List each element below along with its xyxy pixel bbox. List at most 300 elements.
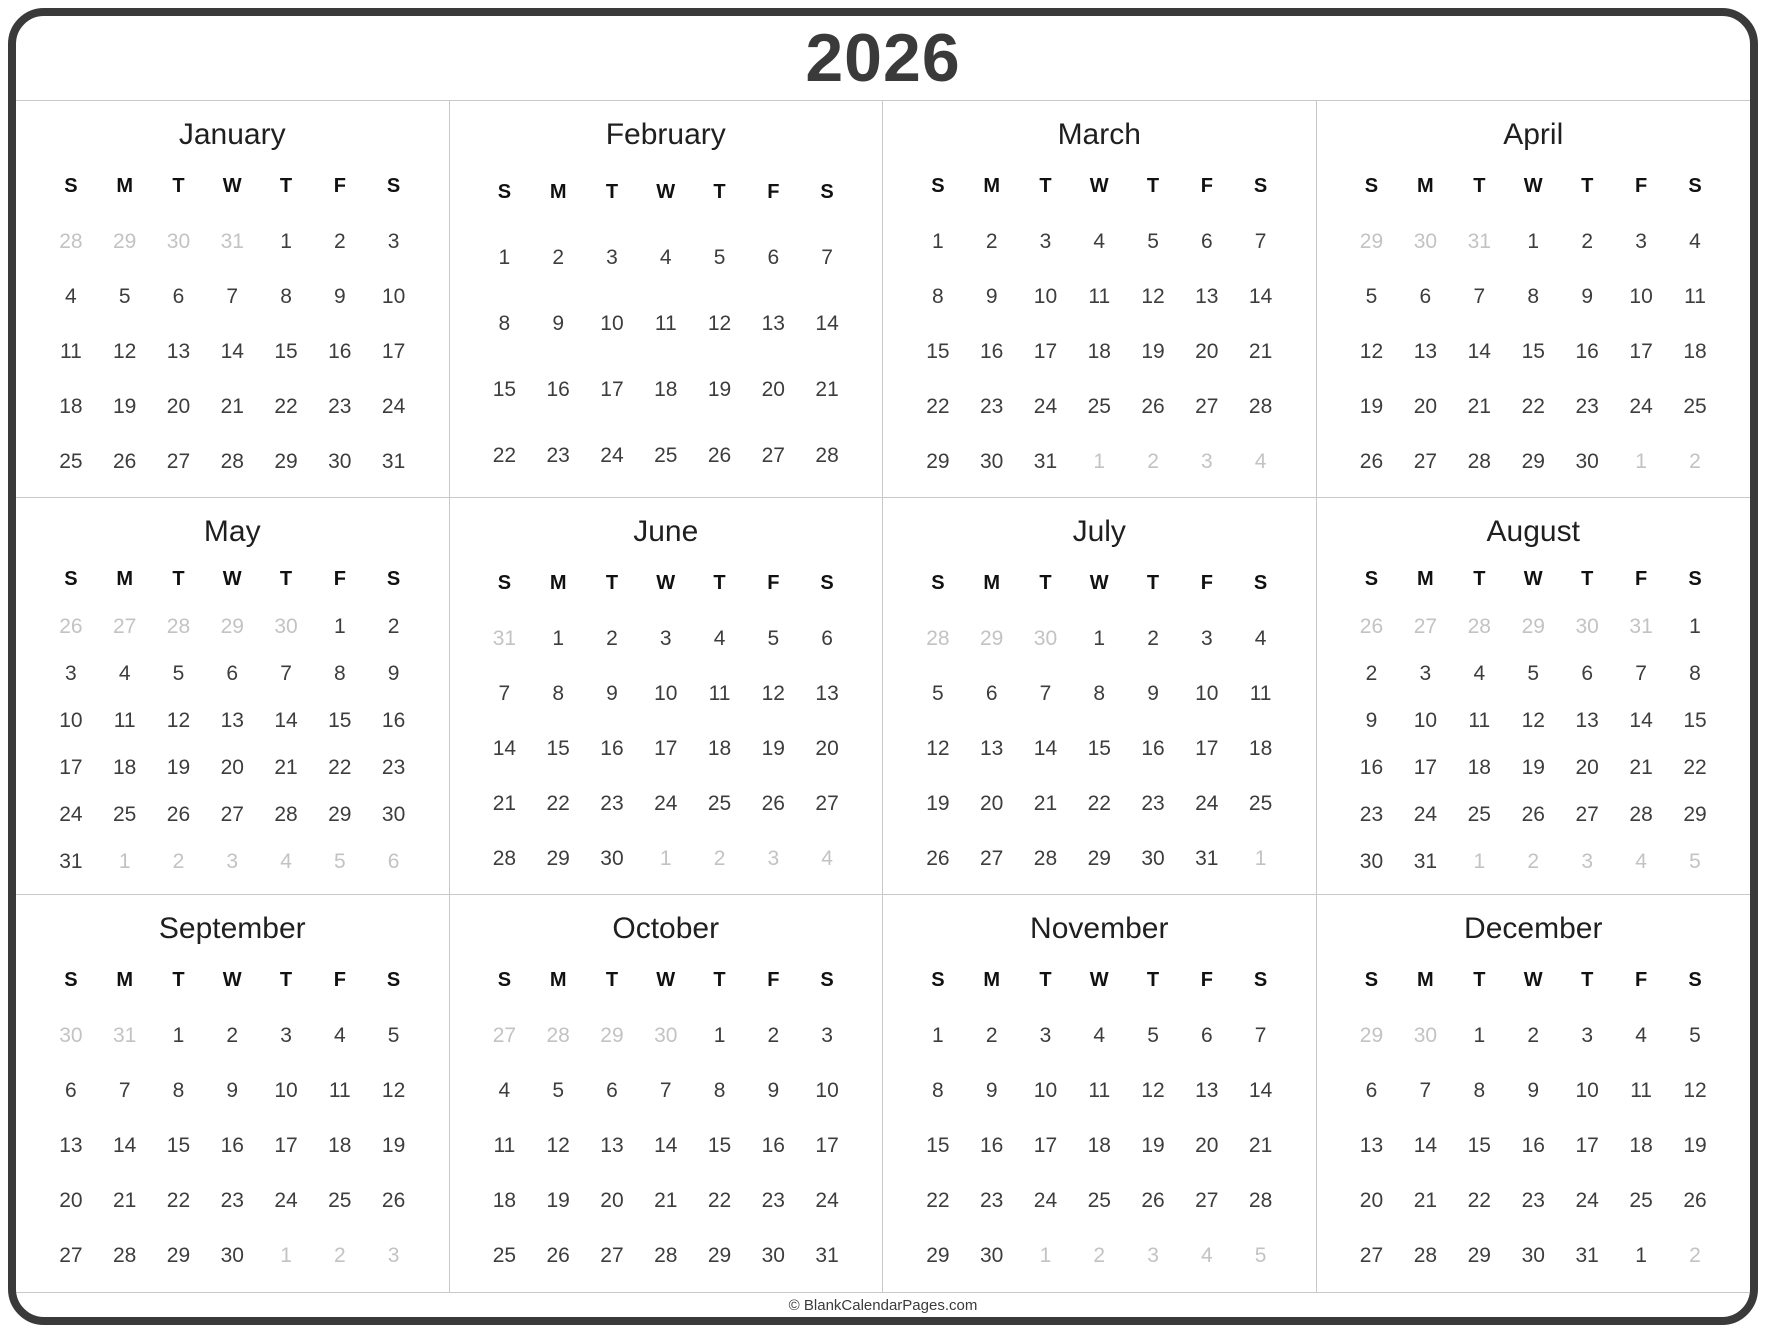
day-cell: 20 <box>979 791 1004 815</box>
day-cell: 27 <box>600 1244 624 1268</box>
day-cell: 2 <box>606 626 618 650</box>
day-cell: 29 <box>166 1244 191 1268</box>
day-cell: 12 <box>166 708 191 732</box>
month-december <box>1317 895 1751 1292</box>
month-days-grid <box>44 953 421 1284</box>
day-cell: 11 <box>493 1134 516 1158</box>
day-cell: 11 <box>1684 284 1706 308</box>
day-cell: 7 <box>1635 661 1647 685</box>
day-cell: 18 <box>1087 339 1111 363</box>
day-header: T <box>713 572 726 594</box>
day-cell: 8 <box>1689 661 1701 685</box>
day-cell: 23 <box>1575 394 1599 418</box>
adjacent-month-day: 29 <box>1521 614 1545 638</box>
day-header: W <box>1523 568 1543 591</box>
day-header: S <box>497 572 512 594</box>
day-cell: 21 <box>1248 339 1273 363</box>
day-cell: 23 <box>761 1189 785 1213</box>
day-cell: 31 <box>1195 846 1219 870</box>
adjacent-month-day: 28 <box>166 614 191 638</box>
adjacent-month-day: 5 <box>1254 1244 1267 1268</box>
adjacent-month-day: 30 <box>1575 614 1599 638</box>
day-cell: 24 <box>815 1189 839 1213</box>
day-cell: 28 <box>274 803 298 827</box>
day-header: M <box>549 180 567 203</box>
day-cell: 7 <box>1039 681 1052 705</box>
day-cell: 8 <box>280 284 292 308</box>
day-header: T <box>279 175 293 197</box>
day-header: S <box>1688 175 1702 197</box>
day-cell: 27 <box>815 791 839 815</box>
month-days-grid <box>478 953 855 1284</box>
day-header: S <box>1253 175 1268 197</box>
day-cell: 2 <box>985 1023 998 1047</box>
day-header: F <box>1200 175 1213 197</box>
day-cell: 7 <box>498 681 511 705</box>
month-title: October <box>612 912 720 945</box>
day-cell: 14 <box>220 339 244 363</box>
day-cell: 29 <box>1087 846 1111 870</box>
day-cell: 28 <box>1248 1189 1273 1213</box>
day-cell: 19 <box>1359 394 1384 418</box>
day-header: S <box>820 969 834 992</box>
day-header: T <box>1039 572 1052 594</box>
day-cell: 10 <box>1413 708 1438 732</box>
day-cell: 6 <box>606 1078 618 1102</box>
day-cell: 27 <box>59 1244 83 1268</box>
day-cell: 9 <box>1365 708 1378 732</box>
day-header: S <box>1364 175 1379 197</box>
day-cell: 17 <box>1413 756 1438 780</box>
month-days-grid <box>911 159 1288 489</box>
day-cell: 24 <box>1195 791 1219 815</box>
day-cell: 11 <box>1249 681 1272 705</box>
day-cell: 30 <box>328 449 352 473</box>
day-cell: 1 <box>333 614 346 638</box>
day-cell: 8 <box>552 681 565 705</box>
day-cell: 22 <box>926 1189 950 1213</box>
day-header: T <box>1473 969 1486 992</box>
day-cell: 8 <box>932 284 944 308</box>
day-header: W <box>1523 969 1543 992</box>
month-title: February <box>605 118 726 151</box>
day-header: F <box>1634 568 1648 591</box>
day-header: W <box>222 175 242 197</box>
day-header: S <box>64 969 78 992</box>
day-cell: 13 <box>815 681 839 705</box>
day-cell: 21 <box>274 756 298 780</box>
day-cell: 5 <box>1527 661 1540 685</box>
day-header: T <box>1473 568 1486 591</box>
month-may <box>16 498 450 895</box>
day-header: M <box>1417 568 1434 591</box>
adjacent-month-day: 27 <box>492 1023 517 1047</box>
day-header: S <box>386 568 401 591</box>
day-cell: 20 <box>761 378 785 401</box>
day-cell: 24 <box>1575 1189 1599 1213</box>
day-cell: 10 <box>381 284 406 308</box>
day-cell: 17 <box>600 378 624 401</box>
day-cell: 21 <box>220 394 244 418</box>
day-cell: 12 <box>112 339 137 363</box>
day-cell: 27 <box>166 449 191 473</box>
day-cell: 24 <box>1033 1189 1058 1213</box>
day-cell: 14 <box>1248 1078 1273 1102</box>
month-title: January <box>178 118 286 151</box>
adjacent-month-day: 27 <box>112 614 137 638</box>
day-cell: 10 <box>1575 1078 1599 1102</box>
day-cell: 7 <box>226 284 239 308</box>
day-header: S <box>64 568 78 591</box>
day-cell: 11 <box>1088 1078 1111 1102</box>
day-cell: 24 <box>1629 394 1653 418</box>
adjacent-month-day: 1 <box>659 846 672 870</box>
adjacent-month-day: 3 <box>226 850 239 874</box>
day-cell: 4 <box>659 246 672 269</box>
day-cell: 28 <box>1033 846 1058 870</box>
day-header: S <box>931 175 945 197</box>
day-cell: 10 <box>274 1078 298 1102</box>
day-cell: 9 <box>387 661 400 685</box>
day-cell: 1 <box>1635 1244 1647 1268</box>
day-cell: 23 <box>546 444 570 467</box>
day-header: T <box>1146 572 1160 594</box>
day-cell: 16 <box>600 736 624 760</box>
adjacent-month-day: 29 <box>600 1023 624 1047</box>
day-cell: 13 <box>59 1134 83 1158</box>
day-header: S <box>497 180 512 203</box>
day-cell: 16 <box>328 339 352 363</box>
day-header: S <box>1253 572 1268 594</box>
day-cell: 26 <box>381 1189 406 1213</box>
month-april <box>1317 101 1751 498</box>
adjacent-month-day: 31 <box>1467 229 1491 253</box>
month-march <box>883 101 1317 498</box>
day-cell: 29 <box>926 1244 950 1268</box>
day-header: M <box>549 572 567 594</box>
day-cell: 19 <box>926 791 950 815</box>
adjacent-month-day: 28 <box>59 229 83 253</box>
day-cell: 20 <box>1413 394 1438 418</box>
day-header: F <box>1200 572 1213 594</box>
day-cell: 28 <box>220 449 244 473</box>
day-cell: 8 <box>713 1078 726 1102</box>
day-cell: 13 <box>979 736 1004 760</box>
day-cell: 9 <box>552 312 565 335</box>
day-cell: 29 <box>1521 449 1545 473</box>
day-cell: 23 <box>1141 791 1165 815</box>
day-cell: 15 <box>274 339 298 363</box>
day-cell: 4 <box>1689 229 1701 253</box>
day-cell: 26 <box>1141 394 1165 418</box>
day-cell: 18 <box>654 378 678 401</box>
day-cell: 25 <box>1629 1189 1653 1213</box>
day-cell: 4 <box>1254 626 1267 650</box>
day-cell: 30 <box>1521 1244 1545 1268</box>
day-cell: 15 <box>1087 736 1111 760</box>
day-cell: 12 <box>1141 284 1165 308</box>
day-cell: 16 <box>546 378 570 401</box>
day-header: W <box>656 969 676 992</box>
day-cell: 23 <box>381 756 406 780</box>
day-cell: 8 <box>1093 681 1106 705</box>
day-cell: 6 <box>65 1078 77 1102</box>
adjacent-month-day: 1 <box>1635 449 1647 473</box>
day-cell: 13 <box>1195 284 1219 308</box>
day-cell: 6 <box>821 626 833 650</box>
day-header: S <box>820 572 834 594</box>
day-cell: 28 <box>1248 394 1273 418</box>
day-cell: 9 <box>1581 284 1594 308</box>
day-cell: 3 <box>1635 229 1647 253</box>
day-cell: 8 <box>932 1078 944 1102</box>
day-cell: 30 <box>1575 449 1599 473</box>
day-cell: 29 <box>274 449 298 473</box>
day-cell: 9 <box>767 1078 780 1102</box>
day-cell: 27 <box>1195 394 1219 418</box>
month-september <box>16 895 450 1292</box>
day-cell: 5 <box>118 284 131 308</box>
day-cell: 25 <box>1087 394 1111 418</box>
day-cell: 27 <box>1413 449 1438 473</box>
day-cell: 19 <box>1141 339 1165 363</box>
day-cell: 10 <box>1629 284 1653 308</box>
day-header: F <box>333 175 346 197</box>
day-cell: 20 <box>1575 756 1599 780</box>
adjacent-month-day: 29 <box>1359 1023 1384 1047</box>
adjacent-month-day: 31 <box>492 626 517 650</box>
day-header: M <box>1417 969 1434 992</box>
day-cell: 12 <box>546 1134 570 1158</box>
day-cell: 2 <box>1527 1023 1540 1047</box>
day-cell: 1 <box>498 246 511 269</box>
day-cell: 27 <box>761 444 785 467</box>
day-header: T <box>172 969 185 992</box>
day-cell: 23 <box>328 394 352 418</box>
day-header: W <box>222 568 242 591</box>
day-cell: 22 <box>492 444 517 467</box>
adjacent-month-day: 28 <box>926 626 950 650</box>
day-cell: 12 <box>926 736 950 760</box>
day-cell: 26 <box>166 803 191 827</box>
day-cell: 3 <box>1419 661 1432 685</box>
day-header: W <box>1089 175 1109 197</box>
day-cell: 20 <box>815 736 839 760</box>
day-cell: 16 <box>1359 756 1384 780</box>
day-cell: 2 <box>1365 661 1378 685</box>
adjacent-month-day: 2 <box>1527 850 1540 874</box>
adjacent-month-day: 2 <box>333 1244 346 1268</box>
day-header: F <box>1200 969 1213 992</box>
day-cell: 17 <box>815 1134 839 1158</box>
day-cell: 13 <box>1413 339 1438 363</box>
adjacent-month-day: 2 <box>1689 1244 1701 1268</box>
month-july <box>883 498 1317 895</box>
month-days-grid <box>911 556 1288 886</box>
day-cell: 16 <box>979 1134 1004 1158</box>
day-cell: 17 <box>1033 1134 1058 1158</box>
day-cell: 5 <box>932 681 944 705</box>
day-cell: 14 <box>112 1134 137 1158</box>
day-cell: 23 <box>220 1189 244 1213</box>
day-header: F <box>767 969 780 992</box>
day-cell: 10 <box>1033 1078 1058 1102</box>
day-cell: 14 <box>1413 1134 1438 1158</box>
day-header: S <box>1688 568 1702 591</box>
month-title: May <box>203 515 261 548</box>
day-cell: 8 <box>1527 284 1540 308</box>
day-cell: 29 <box>1683 803 1707 827</box>
day-header: M <box>549 969 567 992</box>
day-header: W <box>1089 572 1109 594</box>
month-title: April <box>1503 118 1564 151</box>
day-cell: 13 <box>761 312 785 335</box>
day-cell: 3 <box>821 1023 833 1047</box>
day-cell: 31 <box>1575 1244 1599 1268</box>
day-cell: 16 <box>381 708 406 732</box>
day-cell: 17 <box>654 736 678 760</box>
day-cell: 16 <box>220 1134 244 1158</box>
day-cell: 22 <box>926 394 950 418</box>
day-cell: 1 <box>932 229 944 253</box>
day-cell: 13 <box>1359 1134 1384 1158</box>
adjacent-month-day: 28 <box>546 1023 570 1047</box>
day-cell: 12 <box>1359 339 1384 363</box>
month-title: December <box>1464 912 1603 945</box>
day-cell: 21 <box>654 1189 678 1213</box>
day-cell: 24 <box>1033 394 1058 418</box>
day-cell: 21 <box>815 378 839 401</box>
adjacent-month-day: 29 <box>1359 229 1384 253</box>
day-cell: 21 <box>1467 394 1491 418</box>
day-cell: 8 <box>1473 1078 1486 1102</box>
day-cell: 27 <box>220 803 244 827</box>
day-cell: 18 <box>1467 756 1491 780</box>
day-cell: 5 <box>767 626 780 650</box>
day-header: W <box>1089 969 1109 992</box>
day-cell: 5 <box>387 1023 400 1047</box>
day-cell: 14 <box>1629 708 1653 732</box>
day-cell: 5 <box>713 246 726 269</box>
day-cell: 2 <box>1147 626 1159 650</box>
day-cell: 19 <box>1683 1134 1707 1158</box>
day-cell: 5 <box>1147 229 1159 253</box>
month-february <box>450 101 884 498</box>
adjacent-month-day: 29 <box>979 626 1004 650</box>
day-header: M <box>983 175 1000 197</box>
day-cell: 7 <box>659 1078 672 1102</box>
adjacent-month-day: 2 <box>1093 1244 1106 1268</box>
day-cell: 21 <box>1248 1134 1273 1158</box>
day-cell: 4 <box>1093 1023 1106 1047</box>
day-cell: 28 <box>112 1244 137 1268</box>
adjacent-month-day: 31 <box>1629 614 1653 638</box>
day-cell: 22 <box>707 1189 732 1213</box>
day-cell: 4 <box>713 626 726 650</box>
month-days-grid <box>44 556 421 886</box>
day-cell: 3 <box>387 229 400 253</box>
day-cell: 25 <box>112 803 137 827</box>
day-cell: 6 <box>226 661 239 685</box>
day-cell: 26 <box>1683 1189 1707 1213</box>
month-title: March <box>1057 118 1141 151</box>
day-cell: 31 <box>1033 449 1058 473</box>
day-header: W <box>1523 175 1543 197</box>
day-cell: 22 <box>274 394 298 418</box>
day-cell: 26 <box>926 846 950 870</box>
day-cell: 21 <box>112 1189 137 1213</box>
day-cell: 15 <box>546 736 570 760</box>
adjacent-month-day: 30 <box>166 229 191 253</box>
day-cell: 28 <box>1467 449 1491 473</box>
day-cell: 23 <box>1521 1189 1545 1213</box>
month-october <box>450 895 884 1292</box>
day-header: S <box>497 969 512 992</box>
month-title: June <box>633 515 699 548</box>
day-header: S <box>1253 969 1268 992</box>
day-cell: 7 <box>1473 284 1486 308</box>
day-cell: 8 <box>498 312 511 335</box>
day-cell: 18 <box>1629 1134 1653 1158</box>
day-header: F <box>1634 969 1648 992</box>
day-cell: 24 <box>1413 803 1438 827</box>
day-header: T <box>1581 175 1594 197</box>
day-cell: 23 <box>979 1189 1004 1213</box>
day-cell: 9 <box>1527 1078 1540 1102</box>
day-cell: 25 <box>654 444 678 467</box>
day-cell: 1 <box>1093 626 1106 650</box>
day-cell: 25 <box>59 449 83 473</box>
day-cell: 3 <box>1039 229 1052 253</box>
day-header: F <box>333 969 346 992</box>
day-cell: 21 <box>1033 791 1058 815</box>
day-cell: 19 <box>1141 1134 1165 1158</box>
day-cell: 10 <box>654 681 678 705</box>
day-cell: 26 <box>1141 1189 1165 1213</box>
day-cell: 5 <box>1147 1023 1159 1047</box>
day-cell: 2 <box>226 1023 239 1047</box>
day-cell: 13 <box>1195 1078 1219 1102</box>
day-header: T <box>1473 175 1486 197</box>
adjacent-month-day: 30 <box>59 1023 83 1047</box>
day-cell: 17 <box>381 339 406 363</box>
day-cell: 20 <box>1195 1134 1219 1158</box>
day-cell: 27 <box>1195 1189 1219 1213</box>
day-cell: 30 <box>979 449 1004 473</box>
day-cell: 28 <box>654 1244 678 1268</box>
day-cell: 14 <box>492 736 517 760</box>
adjacent-month-day: 2 <box>713 846 726 870</box>
day-cell: 9 <box>606 681 618 705</box>
day-cell: 12 <box>1141 1078 1165 1102</box>
day-cell: 28 <box>1629 803 1653 827</box>
day-cell: 18 <box>1683 339 1707 363</box>
day-cell: 6 <box>1419 284 1432 308</box>
adjacent-month-day: 30 <box>1413 229 1438 253</box>
day-cell: 13 <box>600 1134 624 1158</box>
year-title: 2026 <box>805 20 961 96</box>
day-cell: 22 <box>1087 791 1111 815</box>
day-cell: 15 <box>926 339 950 363</box>
month-title: July <box>1072 515 1126 548</box>
day-cell: 17 <box>1629 339 1653 363</box>
day-cell: 3 <box>659 626 672 650</box>
day-header: T <box>1039 175 1052 197</box>
month-days-grid <box>1345 556 1723 886</box>
day-cell: 30 <box>220 1244 244 1268</box>
day-cell: 15 <box>166 1134 191 1158</box>
day-cell: 5 <box>1365 284 1378 308</box>
